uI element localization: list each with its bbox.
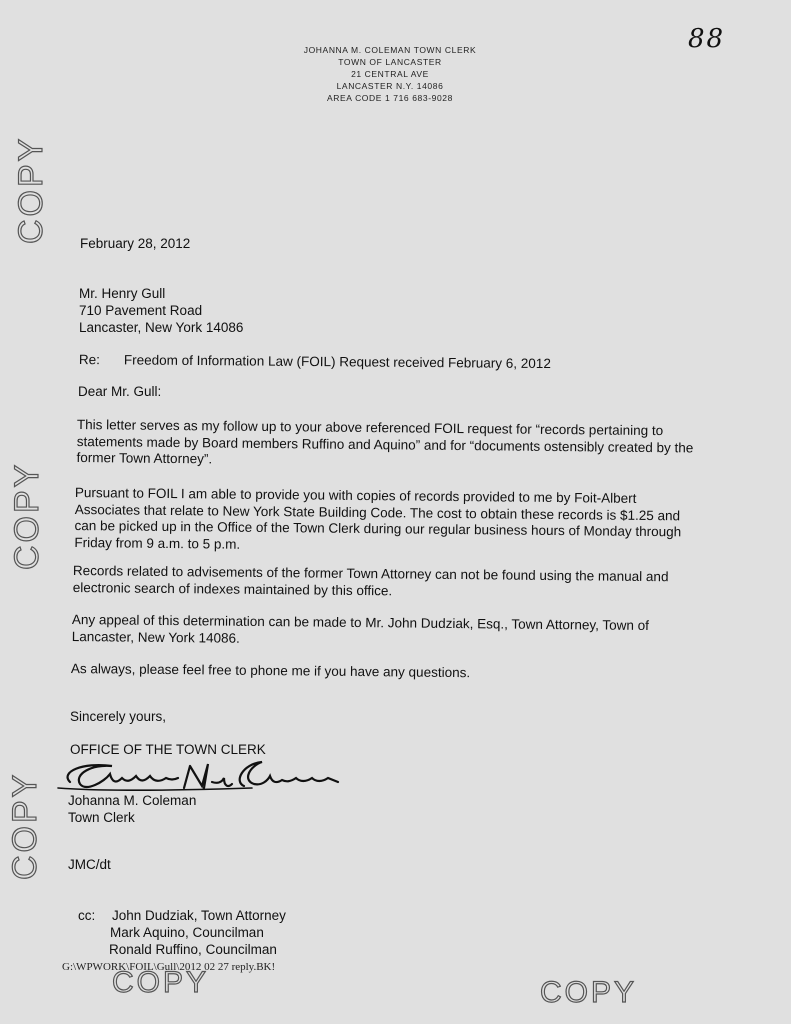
subject-text: Freedom of Information Law (FOIL) Request received February 6, 2012	[123, 352, 551, 372]
body-paragraph: This letter serves as my follow up to your above referenced FOIL request for “records pertaining to statements made by Board members Ruffino and Aquino” and for “documents ostensibly created by the former Town Attorney”.	[76, 417, 694, 467]
cc-list	[109, 907, 286, 958]
subject-line	[79, 352, 551, 373]
file-path: G:\WPWORK\FOIL\Gull\2012 02 27 reply.BK!	[62, 961, 276, 973]
closing: Sincerely yours,	[70, 709, 167, 724]
signer-title: Town Clerk	[68, 810, 135, 825]
cc-label: cc:	[78, 908, 96, 923]
body-paragraph: Any appeal of this determination can be made to Mr. John Dudziak, Esq., Town Attorney, Town of Lancaster, New York 14086.	[71, 612, 650, 646]
cc-recipient: Mark Aquino, Councilman	[110, 925, 264, 940]
copy-stamp: COPY	[540, 976, 638, 1009]
letterhead-line: TOWN OF LANCASTER	[338, 57, 442, 67]
signer-block	[68, 792, 196, 826]
letterhead	[270, 44, 510, 104]
letterhead-line: 21 CENTRAL AVE	[351, 69, 429, 79]
typist-initials: JMC/dt	[68, 857, 111, 872]
recipient-street: 710 Pavement Road	[79, 303, 203, 318]
signer-name: Johanna M. Coleman	[68, 793, 197, 808]
body-paragraph: As always, please feel free to phone me if you have any questions.	[70, 661, 471, 681]
letterhead-line: LANCASTER N.Y. 14086	[336, 81, 444, 91]
recipient-name: Mr. Henry Gull	[79, 286, 166, 301]
office-name: OFFICE OF THE TOWN CLERK	[70, 742, 266, 757]
copy-stamp: COPY	[112, 966, 210, 999]
letterhead-line: JOHANNA M. COLEMAN TOWN CLERK	[303, 45, 477, 55]
recipient-address	[79, 285, 243, 336]
letter-date: February 28, 2012	[80, 236, 191, 251]
body-paragraph: Records related to advisements of the former Town Attorney can not be found using the manual and electronic search of indexes maintained by this office.	[72, 563, 669, 598]
copy-stamp: COPY	[12, 135, 50, 244]
cc-recipient: John Dudziak, Town Attorney	[112, 908, 286, 923]
body-paragraph: Pursuant to FOIL I am able to provide you with copies of records provided to me by Foit-Albert Associates that relate to New York State Building Code. The cost to obtain these records is $1.25 and can be picked up in the Office of the Town Clerk during our regular business hours of Monday through Friday from 9 a.m. to 5 p.m.	[74, 485, 682, 552]
recipient-city: Lancaster, New York 14086	[79, 320, 244, 335]
subject-label: Re:	[78, 352, 101, 368]
salutation: Dear Mr. Gull:	[78, 384, 162, 399]
copy-stamp: COPY	[6, 771, 44, 880]
handwritten-page-number: 88	[688, 24, 726, 54]
copy-stamp: COPY	[8, 461, 46, 570]
cc-recipient: Ronald Ruffino, Councilman	[109, 942, 277, 957]
letterhead-line: AREA CODE 1 716 683-9028	[327, 93, 453, 103]
